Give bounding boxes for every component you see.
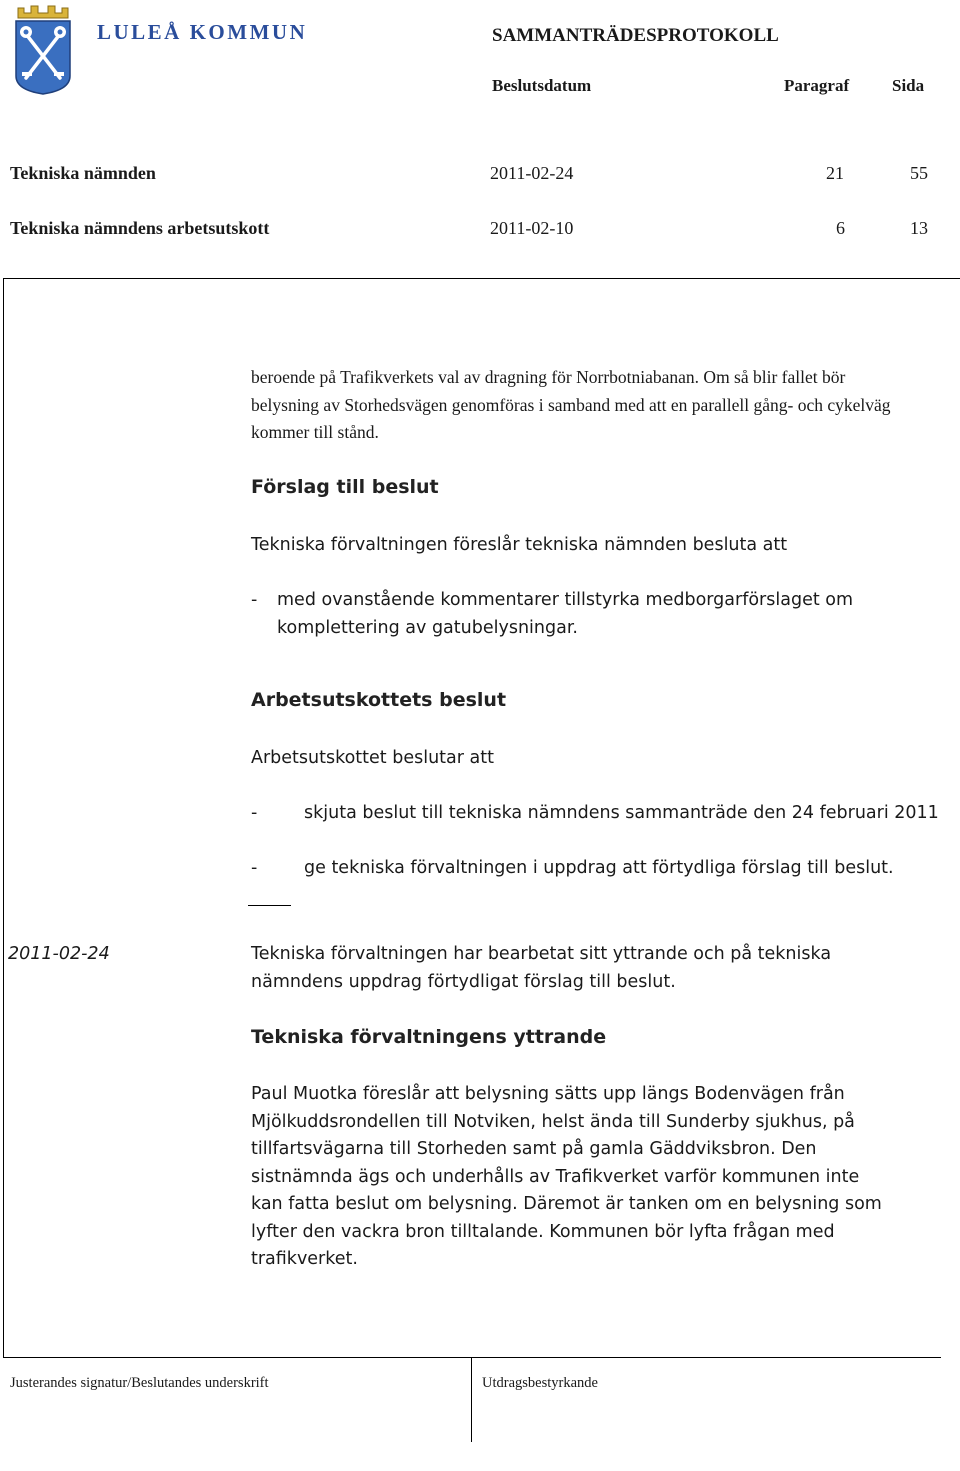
- meeting-page: 55: [910, 163, 928, 183]
- signature-label: Justerandes signatur/Beslutandes underskrift: [10, 1375, 269, 1391]
- section-end-rule: [248, 905, 291, 906]
- margin-date: 2011-02-24: [8, 944, 110, 964]
- signature-divider: [471, 1357, 472, 1442]
- proposal-heading: Förslag till beslut: [251, 476, 439, 498]
- meeting-page: 13: [910, 218, 928, 238]
- frame-left-line: [3, 278, 4, 1358]
- intro-paragraph: beroende på Trafikverkets val av dragning för Norrbotniabanan. Om så blir fallet bör belysning av Storhedsvägen genomföras i samband med att en parallell gång- och cykelväg kommer till stånd.: [251, 367, 891, 442]
- committee-bullet: [251, 800, 951, 828]
- meeting-paragraph: 21: [826, 163, 844, 183]
- bullet-dash: -: [251, 858, 258, 878]
- meeting-date: 2011-02-10: [490, 218, 574, 238]
- header-col-date: Beslutsdatum: [492, 76, 592, 95]
- committee-bullet: [251, 855, 951, 883]
- meeting-body: Tekniska nämnden: [10, 163, 156, 183]
- proposal-bullet: [251, 587, 891, 642]
- bullet-dash: -: [251, 590, 258, 610]
- committee-text: Arbetsutskottet beslutar att: [251, 748, 494, 768]
- meeting-paragraph: 6: [836, 218, 845, 238]
- bullet-text: skjuta beslut till tekniska nämndens sammanträde den 24 februari 2011: [304, 803, 939, 823]
- update-text: Tekniska förvaltningen har bearbetat sitt yttrande och på tekniska nämndens uppdrag förtydligat förslag till beslut.: [251, 944, 832, 992]
- meeting-date: 2011-02-24: [490, 163, 574, 183]
- bullet-text: ge tekniska förvaltningen i uppdrag att förtydliga förslag till beslut.: [304, 858, 894, 878]
- bullet-text: med ovanstående kommentarer tillstyrka medborgarförslaget om komplettering av gatubelysningar.: [277, 590, 854, 638]
- header-col-page: Sida: [892, 76, 925, 95]
- document-type: SAMMANTRÄDESPROTOKOLL: [492, 25, 779, 46]
- frame-top-line: [3, 278, 960, 279]
- extract-label: Utdragsbestyrkande: [482, 1375, 598, 1391]
- bullet-dash: -: [251, 803, 258, 823]
- meeting-body: Tekniska nämndens arbetsutskott: [10, 218, 270, 238]
- committee-heading: Arbetsutskottets beslut: [251, 689, 507, 711]
- proposal-text: Tekniska förvaltningen föreslår tekniska nämnden besluta att: [251, 535, 788, 555]
- frame-bottom-line: [3, 1357, 941, 1358]
- statement-heading: Tekniska förvaltningens yttrande: [251, 1026, 607, 1048]
- organization-name: LULEÅ KOMMUN: [97, 20, 308, 44]
- lulea-coat-of-arms-icon: [12, 4, 74, 96]
- statement-text: Paul Muotka föreslår att belysning sätts upp längs Bodenvägen från Mjölkuddsrondellen till Notviken, helst ända till Sunderby sjukhus, på tillfartsvägarna till Storheden samt på gamla Gäddviksbron. Den sistnämnda ägs och underhålls av Trafikverket varför kommunen inte kan fatta beslut om belysning. Däremot är tanken om en belysning som lyfter den vackra bron tilltalande. Kommunen bör lyfta frågan med trafikverket.: [251, 1084, 882, 1269]
- header-col-paragraph: Paragraf: [784, 76, 850, 95]
